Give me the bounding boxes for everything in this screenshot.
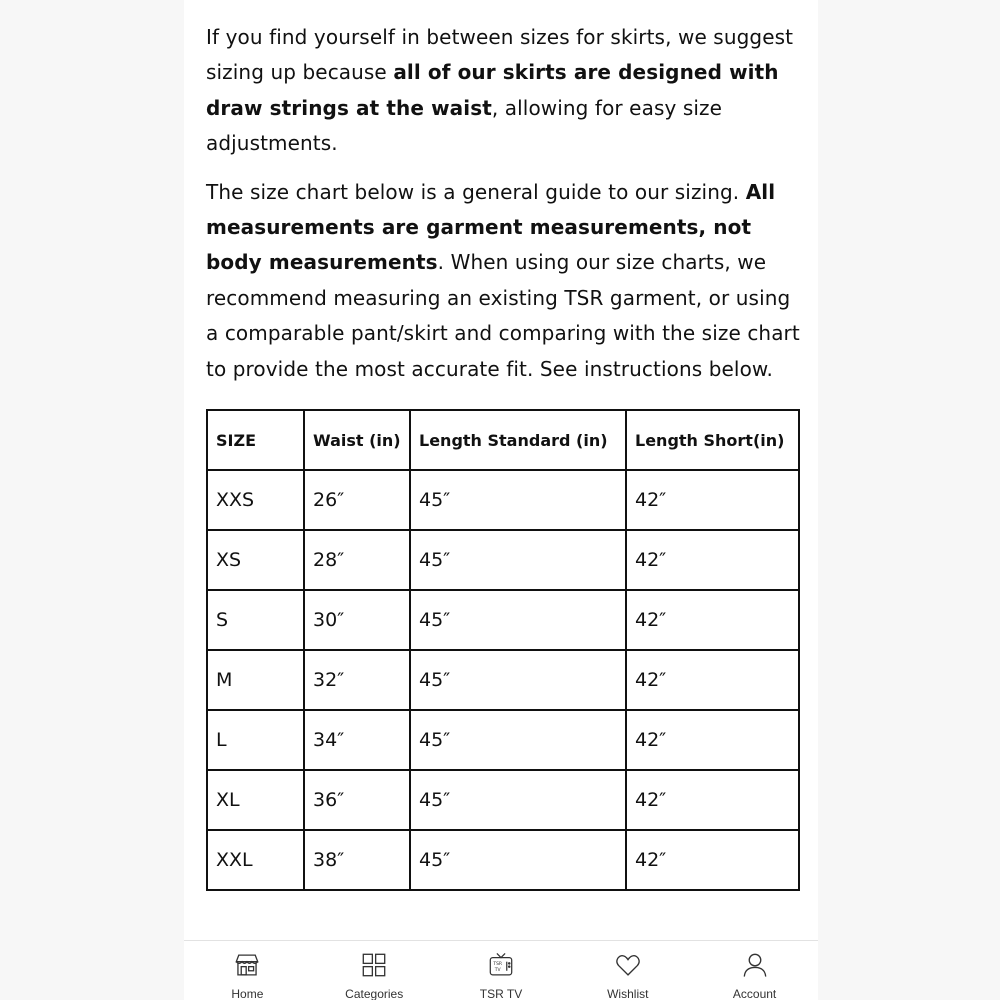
header-length-short: Length Short(in) [626,410,799,470]
cell-waist: 30″ [304,590,410,650]
storefront-icon [230,951,264,979]
table-header-row [207,410,799,470]
p2-text: The size chart below is a general guide to our sizing. [206,179,746,204]
cell-length-short: 42″ [626,830,799,890]
cell-length-standard: 45″ [410,770,626,830]
table-row [207,530,799,590]
phone-screen[interactable] [184,0,818,1000]
header-size: SIZE [207,410,304,470]
tab-wishlist-label: Wishlist [607,987,649,1000]
tv-icon-text-top: TSR [493,962,503,967]
cell-waist: 34″ [304,710,410,770]
cell-length-standard: 45″ [410,590,626,650]
cell-size: XXS [207,470,304,530]
table-row [207,770,799,830]
table-row [207,590,799,650]
p1-text-end: , allowing for easy size adjustments. [206,95,723,156]
cell-length-standard: 45″ [410,650,626,710]
cell-length-standard: 45″ [410,830,626,890]
tab-home[interactable] [187,941,307,1000]
cell-size: S [207,590,304,650]
heart-icon [611,951,645,979]
tab-home-label: Home [231,987,264,1000]
cell-length-short: 42″ [626,650,799,710]
header-waist: Waist (in) [304,410,410,470]
cell-length-short: 42″ [626,710,799,770]
cell-size: XXL [207,830,304,890]
tv-icon-text-bottom: TV [494,967,501,973]
grid-icon [357,951,391,979]
cell-size: XS [207,530,304,590]
p1-bold-text: all of our skirts are designed with draw strings at the waist [206,60,779,120]
cell-size: XL [207,770,304,830]
bottom-tab-bar [184,940,818,1000]
table-row [207,650,799,710]
tab-tsr-tv[interactable] [441,941,561,1000]
cell-length-short: 42″ [626,770,799,830]
tab-wishlist[interactable] [568,941,688,1000]
header-length-standard: Length Standard (in) [410,410,626,470]
size-chart-table [206,409,800,891]
tab-tsr-tv-label: TSR TV [479,987,523,1000]
p1-text: If you find yourself in between sizes for skirts, we suggest sizing up because [206,25,794,85]
cell-waist: 32″ [304,650,410,710]
tab-account-label: Account [732,987,777,1000]
cell-length-short: 42″ [626,530,799,590]
cell-waist: 26″ [304,470,410,530]
cell-size: M [207,650,304,710]
table-body [207,470,799,890]
cell-length-standard: 45″ [410,530,626,590]
tv-icon [484,951,518,979]
background-right [818,0,1000,1000]
tab-categories-label: Categories [345,987,404,1000]
tab-account[interactable] [695,941,815,1000]
person-icon [738,951,772,979]
cell-waist: 28″ [304,530,410,590]
cell-length-standard: 45″ [410,710,626,770]
cell-length-short: 42″ [626,590,799,650]
cell-waist: 38″ [304,830,410,890]
cell-length-standard: 45″ [410,470,626,530]
table-row [207,830,799,890]
cell-size: L [207,710,304,770]
size-guide-content [206,20,806,400]
cell-waist: 36″ [304,770,410,830]
p2-text-end: . When using our size charts, we recommend measuring an existing TSR garment, or using a comparable pant/skirt and comparing with the size chart to provide the most accurate fit. See instructions below. [206,250,800,381]
cell-length-short: 42″ [626,470,799,530]
p2-bold-text: All measurements are garment measurements, not body measurements [206,179,776,275]
background-left [0,0,184,1000]
intro-paragraph-2 [206,175,806,387]
table-row [207,470,799,530]
table-row [207,710,799,770]
intro-paragraph-1 [206,20,806,162]
tab-categories[interactable] [314,941,434,1000]
